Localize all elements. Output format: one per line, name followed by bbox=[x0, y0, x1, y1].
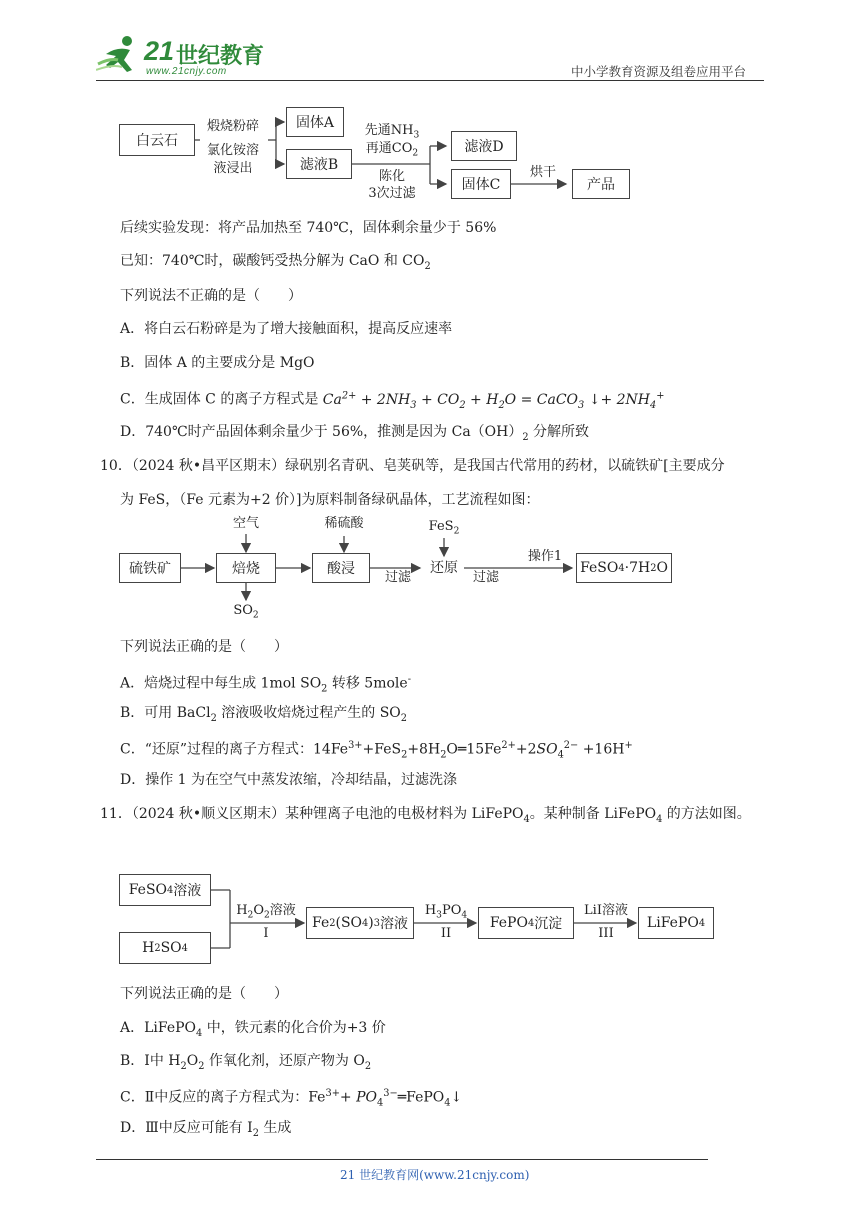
q10-option-b[interactable]: B．可用 BaCl$_2$ 溶液吸收焙烧过程产生的 $SO_2$ bbox=[120, 705, 407, 724]
q11-option-b[interactable]: B．Ⅰ中 $H_2O_2$ 作氧化剂，还原产物为 $O_2$ bbox=[120, 1053, 372, 1072]
q11-flow-diagram bbox=[118, 872, 718, 968]
q9-option-a[interactable]: A．将白云石粉碎是为了增大接触面积，提高反应速率 bbox=[120, 321, 453, 337]
q10-flow-diagram bbox=[118, 512, 678, 628]
label-co2: 再通$CO_2$ bbox=[365, 141, 419, 159]
label-step-2: II bbox=[440, 926, 452, 941]
header-tagline: 中小学教育资源及组卷应用平台 bbox=[571, 64, 747, 79]
box-filtrate-d: 滤液D bbox=[451, 131, 517, 161]
label-step-1: I bbox=[263, 926, 269, 941]
label-fes2: FeS$_2$ bbox=[428, 519, 460, 537]
label-filter-1: 过滤 bbox=[384, 570, 411, 585]
q9-option-c-text: C．生成固体 C 的离子方程式是 bbox=[120, 391, 319, 408]
box-ferrous-sulfate-solution: FeSO 4 溶液 bbox=[119, 874, 211, 906]
box-solid-c: 固体C bbox=[451, 169, 511, 199]
box-sulfuric-acid: H 2 SO 4 bbox=[119, 932, 211, 964]
label-nh3: 先通$NH_3$ bbox=[364, 123, 420, 141]
label-aging: 陈化 bbox=[378, 169, 405, 184]
q10-prompt: 下列说法正确的是（ ） bbox=[120, 639, 288, 655]
logo-number: 21 bbox=[144, 36, 175, 66]
box-lifepo4: LiFePO 4 bbox=[638, 907, 714, 939]
box-roast: 焙烧 bbox=[216, 553, 276, 583]
box-pyrite: 硫铁矿 bbox=[119, 553, 181, 583]
box-ferric-sulfate: Fe 2 (SO 4 ) 3 溶液 bbox=[306, 907, 414, 939]
q10-option-a[interactable]: A．焙烧过程中每生成 1mol $SO_2$ 转移 5mole- bbox=[120, 674, 411, 695]
runner-logo-icon bbox=[96, 34, 144, 76]
q11-option-c[interactable]: C．Ⅱ中反应的离子方程式为：$Fe^{3+}+$ $PO_4^{3-}═FePO_4↓$ bbox=[120, 1088, 463, 1109]
box-ferrous-sulfate: FeSO 4 ·7H 2 O bbox=[576, 553, 672, 583]
box-dolomite: 白云石 bbox=[119, 124, 195, 156]
label-reduce: 还原 bbox=[430, 560, 458, 576]
label-h3po4: $H_3PO_4$ bbox=[424, 903, 468, 921]
label-h2o2: $H_2O_2$溶液 bbox=[236, 903, 296, 921]
q10-stem-line2: 为 FeS，（Fe 元素为+2 价）]为原料制备绿矾晶体，工艺流程如图： bbox=[120, 492, 540, 508]
label-operation-1: 操作1 bbox=[527, 549, 563, 564]
label-leach2: 液浸出 bbox=[213, 161, 253, 176]
q11-prompt: 下列说法正确的是（ ） bbox=[120, 986, 288, 1002]
header-rule bbox=[96, 80, 764, 81]
q9-option-b[interactable]: B．固体 A 的主要成分是 MgO bbox=[120, 355, 315, 371]
q10-option-d[interactable]: D．操作 1 为在空气中蒸发浓缩，冷却结晶，过滤洗涤 bbox=[120, 772, 458, 788]
label-filter3: 3次过滤 bbox=[368, 186, 416, 201]
q9-option-c-equation: $Ca^{2+} + 2NH_3 + CO_2 + H_2O$ = CaCO$_3$ ↓+ $2NH_4^+$ bbox=[322, 390, 665, 411]
label-dry: 烘干 bbox=[529, 165, 556, 180]
footer-text[interactable]: 21 世纪教育网(www.21cnjy.com) bbox=[340, 1168, 530, 1182]
label-calcine: 煅烧粉碎 bbox=[206, 119, 259, 134]
logo bbox=[96, 34, 266, 80]
q9-flow-diagram bbox=[118, 100, 628, 208]
q9-observation: 后续实验发现：将产品加热至 740℃，固体剩余量少于 56% bbox=[120, 220, 497, 236]
q9-known: 已知：740℃时，碳酸钙受热分解为 CaO 和 $CO_2$ bbox=[120, 253, 431, 272]
box-solid-a: 固体A bbox=[286, 107, 344, 137]
label-air: 空气 bbox=[232, 516, 259, 531]
q9-option-d[interactable]: D．740℃时产品固体剩余量少于 56%，推测是因为 $Ca(OH)_2$ 分解所致 bbox=[120, 424, 590, 443]
label-leach1: 氯化铵溶 bbox=[206, 143, 259, 158]
q10-stem-line1: 10．（2024 秋•昌平区期末）绿矾别名青矾、皂荚矾等，是我国古代常用的药材，以硫铁矿[主要成分 bbox=[100, 458, 725, 474]
q11-option-d[interactable]: D．Ⅲ中反应可能有 $I_2$ 生成 bbox=[120, 1120, 292, 1139]
q9-option-c[interactable] bbox=[120, 386, 664, 415]
q11-option-a[interactable]: A．LiFePO$_4$ 中，铁元素的化合价为+3 价 bbox=[120, 1020, 386, 1039]
box-product: 产品 bbox=[572, 169, 630, 199]
box-filtrate-b: 滤液B bbox=[286, 149, 352, 179]
label-step-3: III bbox=[598, 926, 614, 941]
box-iron-phosphate: FePO 4 沉淀 bbox=[478, 907, 574, 939]
logo-url: www.21cnjy.com bbox=[146, 66, 227, 77]
box-acid-leach: 酸浸 bbox=[312, 553, 370, 583]
label-filter-2: 过滤 bbox=[472, 570, 499, 585]
q10-option-c[interactable]: C．“还原”过程的离子方程式：$14Fe^{3+}+FeS_2+8H_2O═15Fe^{2+}+2SO_4^{2-} +16H^+$ bbox=[120, 740, 633, 761]
q11-stem: 11．（2024 秋•顺义区期末）某种锂离子电池的电极材料为 LiFePO$_4$。某种制备 LiFePO$_4$ 的方法如图。 bbox=[100, 806, 751, 825]
logo-name: 世纪教育 bbox=[176, 44, 265, 69]
footer-rule bbox=[96, 1159, 708, 1160]
label-lii: LiI溶液 bbox=[584, 903, 628, 918]
label-so2: $SO_2$ bbox=[233, 603, 259, 621]
label-dilute-acid: 稀硫酸 bbox=[324, 516, 364, 531]
q9-prompt: 下列说法不正确的是（ ） bbox=[120, 288, 302, 304]
